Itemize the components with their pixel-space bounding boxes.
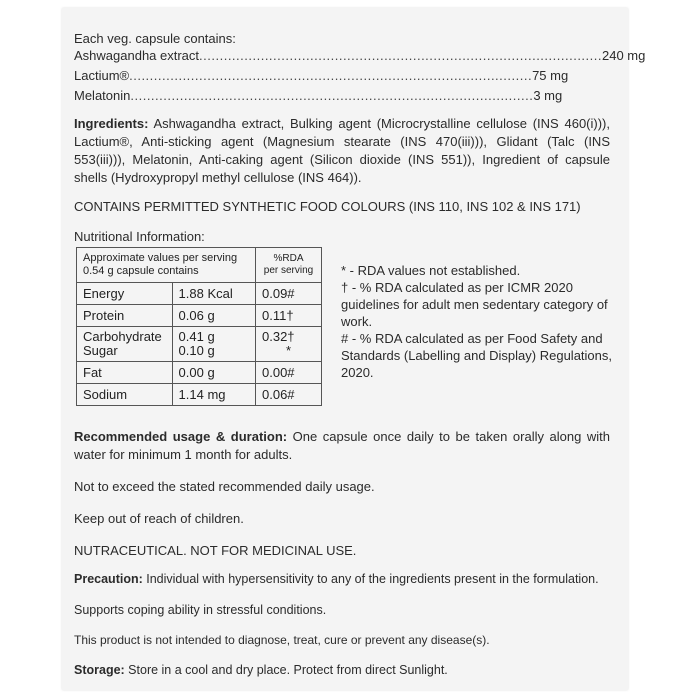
table-row xyxy=(77,362,322,384)
nutrient-name: Energy xyxy=(77,283,173,305)
nutrient-name: Carbohydrate xyxy=(83,329,162,344)
leader-dots: .................................................................................................. xyxy=(130,88,534,103)
ingredients-label: Ingredients: xyxy=(74,116,149,131)
composition-row-ashwagandha xyxy=(74,47,646,64)
storage-label: Storage: xyxy=(74,663,125,677)
nutrient-rda: 0.00# xyxy=(256,362,322,384)
nutrient-rda-group xyxy=(256,327,322,362)
colours-statement: CONTAINS PERMITTED SYNTHETIC FOOD COLOURS (INS 110, INS 102 & INS 171) xyxy=(74,199,581,214)
composition-row-lactium xyxy=(74,67,569,84)
usage-text: One capsule once daily to be taken orally along with water for minimum 1 month for adults. xyxy=(74,429,610,462)
header-text: Approximate values per serving xyxy=(83,252,238,264)
nutrient-rda: 0.11† xyxy=(256,305,322,327)
footnote-hash: # - % RDA calculated as per Food Safety and Standards (Labelling and Display) Regulations, 2020. xyxy=(341,331,612,380)
usage-paragraph xyxy=(74,428,610,464)
nutrient-value: 0.10 g xyxy=(178,343,215,358)
composition-value: 240 mg xyxy=(602,48,646,63)
table-header-rda xyxy=(256,248,322,283)
precaution-label: Precaution: xyxy=(74,572,143,586)
storage-line xyxy=(74,662,448,679)
nutrient-rda: 0.09# xyxy=(256,283,322,305)
header-text: per serving xyxy=(263,265,314,276)
table-row xyxy=(77,327,322,362)
nutrient-name: Sugar xyxy=(83,343,118,358)
table-header-left xyxy=(77,248,256,283)
nutrition-table xyxy=(76,247,322,406)
warning-children: Keep out of reach of children. xyxy=(74,511,244,526)
nutrient-rda: 0.06# xyxy=(256,384,322,406)
nutrient-value: 0.06 g xyxy=(172,305,255,327)
nutrient-name: Fat xyxy=(77,362,173,384)
table-row xyxy=(77,283,322,305)
usage-label: Recommended usage & duration: xyxy=(74,429,288,444)
composition-value: 75 mg xyxy=(532,68,569,83)
storage-text: Store in a cool and dry place. Protect from direct Sunlight. xyxy=(124,663,448,677)
footnote-star: * - RDA values not established. xyxy=(341,263,521,278)
nutrient-rda: 0.32† xyxy=(262,329,295,344)
nutrition-title: Nutritional Information: xyxy=(74,229,205,244)
nutrient-name-group xyxy=(77,327,173,362)
leader-dots: .................................................................................................. xyxy=(199,48,602,63)
composition-heading: Each veg. capsule contains: xyxy=(74,31,236,46)
composition-row-melatonin xyxy=(74,87,563,104)
table-row xyxy=(77,305,322,327)
nutrient-value: 1.14 mg xyxy=(172,384,255,406)
warning-dosage: Not to exceed the stated recommended daily usage. xyxy=(74,479,375,494)
ingredients-paragraph xyxy=(74,115,610,187)
composition-name: Melatonin xyxy=(74,88,131,103)
table-header-row xyxy=(77,248,322,283)
nutrient-rda: * xyxy=(285,343,292,358)
nutrient-value-group xyxy=(172,327,255,362)
disclaimer: This product is not intended to diagnose, treat, cure or prevent any disease(s). xyxy=(74,633,490,647)
nutrient-name: Sodium xyxy=(77,384,173,406)
nutrient-name: Protein xyxy=(77,305,173,327)
header-text: 0.54 g capsule contains xyxy=(83,265,199,277)
nutraceutical-statement: NUTRACEUTICAL. NOT FOR MEDICINAL USE. xyxy=(74,543,357,558)
footnotes xyxy=(341,262,616,381)
precaution-text: Individual with hypersensitivity to any of the ingredients present in the formulation. xyxy=(142,572,599,586)
composition-name: Lactium® xyxy=(74,68,130,83)
nutrient-value: 0.00 g xyxy=(172,362,255,384)
nutrient-value: 1.88 Kcal xyxy=(172,283,255,305)
supports-statement: Supports coping ability in stressful conditions. xyxy=(74,603,327,617)
leader-dots: .................................................................................................. xyxy=(129,68,533,83)
precaution-line xyxy=(74,571,599,588)
ingredients-text: Ashwagandha extract, Bulking agent (Microcrystalline cellulose (INS 460(i))), Lactium®, Anti-sticking agent (Magnesium stearate (INS 470(iii))), Glidant (Talc (INS 553(iii))), Melatonin, Anti-caking agent (Silicon dioxide (INS 551)), Ingredient of capsule shells (Hydroxypropyl methyl cellulose (INS 464)). xyxy=(74,116,610,185)
composition-name: Ashwagandha extract xyxy=(74,48,200,63)
composition-value: 3 mg xyxy=(533,88,563,103)
table-row xyxy=(77,384,322,406)
header-text: %RDA xyxy=(273,253,304,264)
nutrient-value: 0.41 g xyxy=(178,329,215,344)
footnote-dagger: † - % RDA calculated as per ICMR 2020 guidelines for adult men sedentary category of work. xyxy=(341,280,608,329)
